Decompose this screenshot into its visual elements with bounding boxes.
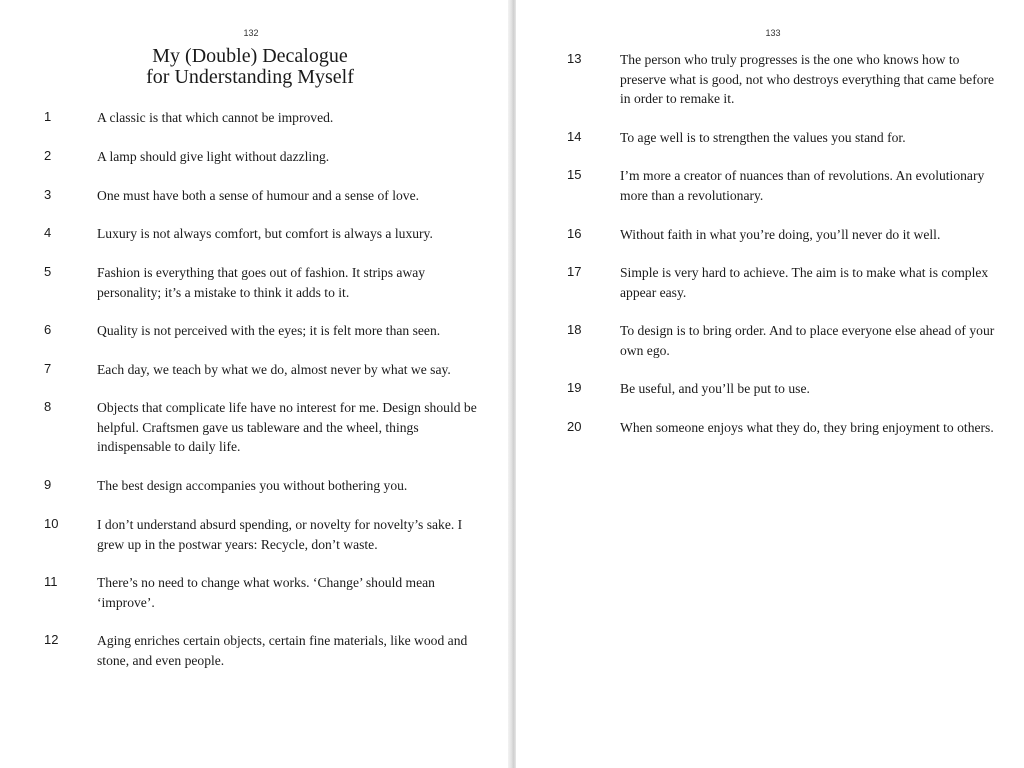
- item-number: 19: [567, 380, 582, 395]
- item-number: 14: [567, 129, 582, 144]
- item-text: Quality is not perceived with the eyes; it is felt more than seen.: [97, 323, 441, 338]
- item-number: 17: [567, 264, 582, 279]
- item-number: 2: [44, 148, 52, 163]
- title-line: for Understanding Myself: [146, 66, 354, 88]
- right-page: [516, 0, 1024, 768]
- left-page: [0, 0, 510, 768]
- item-number: 5: [44, 264, 52, 279]
- item-text: Aging enriches certain objects, certain fine materials, like wood and stone, and even people.: [97, 633, 468, 668]
- title-line: My (Double) Decalogue: [152, 45, 348, 67]
- item-text: Fashion is everything that goes out of fashion. It strips away personality; it’s a mistake to think it adds to it.: [97, 265, 426, 300]
- item-text: When someone enjoys what they do, they bring enjoyment to others.: [620, 420, 994, 435]
- item-number: 8: [44, 399, 52, 414]
- item-text: The person who truly progresses is the one who knows how to preserve what is good, not who destroys everything that came before in order to remake it.: [620, 52, 995, 107]
- item-number: 3: [44, 187, 52, 202]
- item-text: Without faith in what you’re doing, you’ll never do it well.: [620, 227, 941, 242]
- item-number: 11: [44, 574, 58, 589]
- item-text: I’m more a creator of nuances than of revolutions. An evolutionary more than a revolutionary.: [620, 168, 985, 203]
- item-number: 13: [567, 51, 582, 66]
- item-number: 12: [44, 632, 59, 647]
- item-text: Be useful, and you’ll be put to use.: [620, 381, 810, 396]
- item-number: 7: [44, 361, 52, 376]
- item-text: To age well is to strengthen the values you stand for.: [620, 130, 906, 145]
- page-number: 132: [243, 28, 259, 38]
- page-number: 133: [765, 28, 781, 38]
- item-number: 18: [567, 322, 582, 337]
- item-number: 10: [44, 516, 59, 531]
- item-text: Simple is very hard to achieve. The aim is to make what is complex appear easy.: [620, 265, 989, 300]
- item-text: To design is to bring order. And to place everyone else ahead of your own ego.: [620, 323, 995, 358]
- item-text: Objects that complicate life have no interest for me. Design should be helpful. Craftsmen gave us tableware and the wheel, things indispensable to daily life.: [97, 400, 477, 455]
- item-text: A classic is that which cannot be improved.: [97, 110, 334, 125]
- item-text: Luxury is not always comfort, but comfort is always a luxury.: [97, 226, 433, 241]
- item-number: 6: [44, 322, 52, 337]
- page-title: [60, 46, 440, 88]
- item-number: 1: [44, 109, 52, 124]
- item-number: 16: [567, 226, 582, 241]
- item-number: 4: [44, 225, 52, 240]
- item-number: 15: [567, 167, 582, 182]
- item-number: 20: [567, 419, 582, 434]
- item-text: The best design accompanies you without bothering you.: [97, 478, 408, 493]
- item-text: I don’t understand absurd spending, or novelty for novelty’s sake. I grew up in the postwar years: Recycle, don’t waste.: [97, 517, 463, 552]
- item-text: Each day, we teach by what we do, almost never by what we say.: [97, 362, 451, 377]
- item-text: There’s no need to change what works. ‘Change’ should mean ‘improve’.: [97, 575, 435, 610]
- item-number: 9: [44, 477, 52, 492]
- item-text: One must have both a sense of humour and a sense of love.: [97, 188, 420, 203]
- item-text: A lamp should give light without dazzling.: [97, 149, 330, 164]
